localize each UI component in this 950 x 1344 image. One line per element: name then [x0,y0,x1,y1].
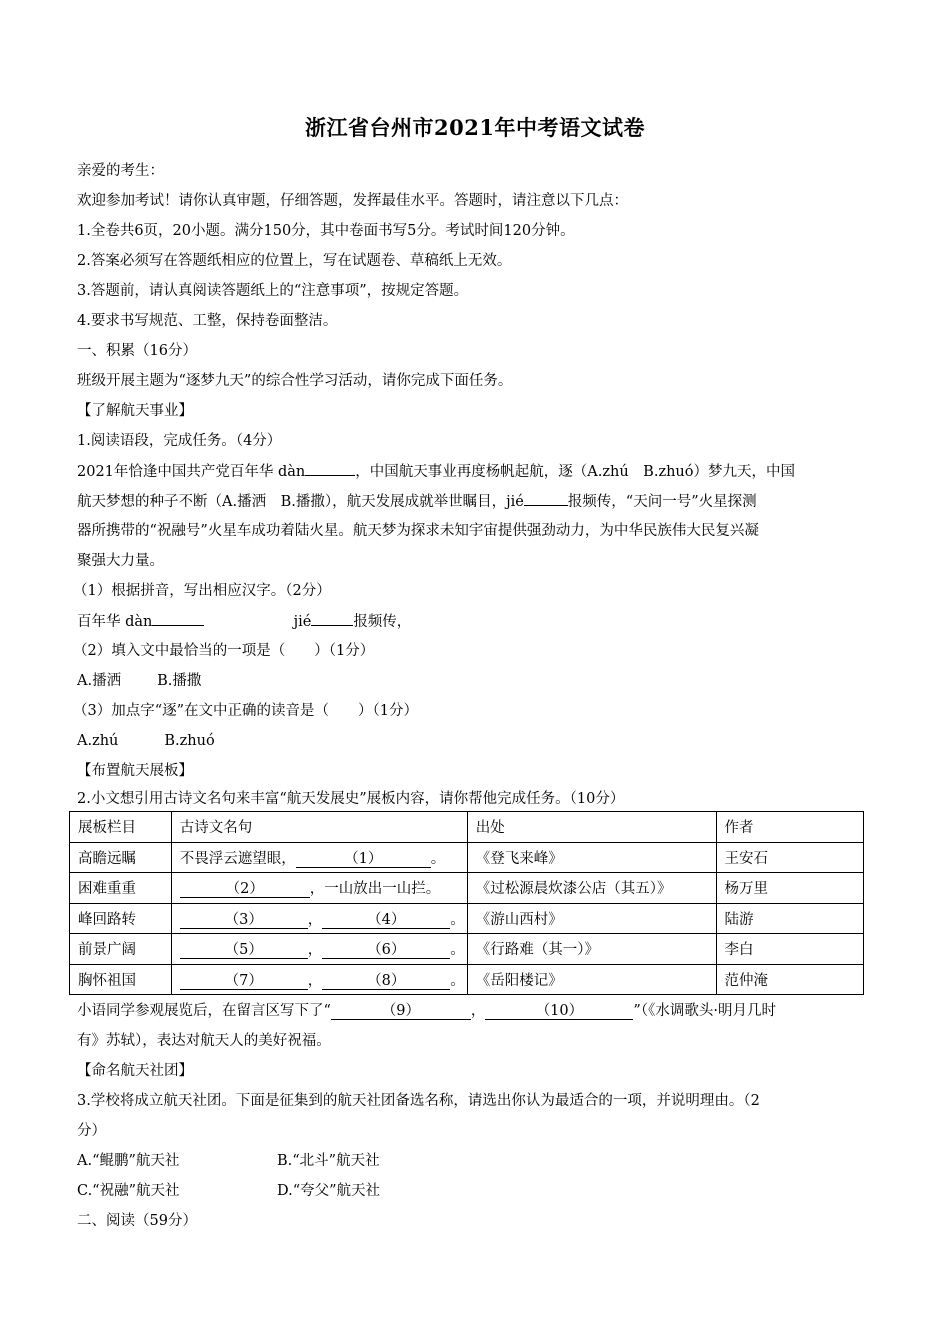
fill-blank-1[interactable]: （1） [296,851,431,868]
passage-text: 报频传，“天问一号”火星探测 [567,494,757,510]
poem-text: ，一山放出一山拦。 [309,881,441,898]
sub1-blank-jie[interactable] [311,611,353,626]
poem-punct: 。 [450,942,465,959]
q3-stem: 3.学校将成立航天社团。下面是征集到的航天社团备选名称，请选出你认为最适合的一项，并说明理由。（2 [77,1093,760,1109]
author-cell: 李白 [716,934,863,965]
q1-passage-line-2 [77,491,757,512]
column-name: 高瞻远瞩 [70,842,172,873]
column-name: 峰回路转 [70,903,172,934]
section1-lead: 班级开展主题为“逐梦九天”的综合性学习活动，请你完成下面任务。 [77,373,513,389]
table-row [70,873,864,904]
note-4: 4.要求书写规范、工整，保持卷面整洁。 [77,313,338,329]
table-row [70,934,864,965]
fill-blank-8[interactable]: （8） [322,973,450,990]
q1-stem: 1.阅读语段，完成任务。（4分） [77,433,282,449]
poem-cell [171,934,467,965]
poem-cell [171,873,467,904]
sub1-label-jie: jié [293,614,312,630]
fill-blank-4[interactable]: （4） [322,912,450,929]
author-cell: 杨万里 [716,873,863,904]
header-cell: 出处 [467,812,716,843]
poem-punct: 。 [430,850,446,867]
poem-cell [171,903,467,934]
table-row [70,903,864,934]
table-row [70,964,864,995]
poem-punct: 。 [450,972,465,989]
q1-passage-line-4: 聚强大力量。 [77,553,164,569]
passage-text: 航天梦想的种子不断（A.播洒 B.播撒），航天发展成就举世瞩目，jié [77,494,524,510]
source-cell: 《岳阳楼记》 [467,964,716,995]
q2-after-line-1 [77,1001,776,1021]
section1-heading: 一、积累（16分） [77,343,197,359]
page-title: 浙江省台州市2021年中考语文试卷 [305,115,645,140]
poem-punct: ， [307,911,323,928]
q1-passage-line-3: 器所携带的“祝融号”火星车成功着陆火星。航天梦为探求未知宇宙提供强劲动力，为中华民族伟大民复兴凝 [77,523,759,539]
q1-sub3: （3）加点字“逐”在文中正确的读音是（ ）（1分） [73,703,419,719]
part2-title: 【布置航天展板】 [77,763,193,779]
q1-sub2: （2）填入文中最恰当的一项是（ ）（1分） [73,643,375,659]
greeting: 亲爱的考生： [77,163,164,179]
fill-blank-9[interactable]: （9） [331,1003,471,1020]
passage-text: 2021年恰逢中国共产党百年华 dàn [77,464,306,480]
q3-options-row-2 [77,1181,380,1201]
q1-sub3-options [77,731,215,751]
table-row [70,842,864,873]
poem-cell [171,964,467,995]
q2-stem: 2.小文想引用古诗文名句来丰富“航天发展史”展板内容，请你帮他完成任务。（10分） [77,791,625,807]
welcome-text: 欢迎参加考试！请你认真审题，仔细答题，发挥最佳水平。答题时，请注意以下几点： [77,193,628,209]
poem-text: 不畏浮云遮望眼， [179,850,296,867]
author-cell: 陆游 [716,903,863,934]
option-b[interactable]: B.zhuó [164,733,215,749]
q3-options-row-1 [77,1151,380,1171]
q1-passage-line-1 [77,461,795,482]
sub1-blank-dan[interactable] [152,611,204,626]
option-a[interactable]: A.“鲲鹏”航天社 [77,1153,180,1169]
option-b[interactable]: B.播撒 [157,673,202,689]
fill-blank-2[interactable]: （2） [180,881,310,898]
q3-stem-cont: 分） [77,1123,106,1139]
source-cell: 《登飞来峰》 [467,842,716,873]
q1-sub2-options [77,671,201,691]
author-cell: 范仲淹 [716,964,863,995]
fill-blank-5[interactable]: （5） [180,942,308,959]
q2-after-text: 小语同学参观展览后，在留言区写下了“ [77,1003,331,1019]
note-1: 1.全卷共6页，20小题。满分150分，其中卷面书写5分。考试时间120分钟。 [77,223,575,239]
header-cell: 展板栏目 [70,812,172,843]
note-3: 3.答题前，请认真阅读答题纸上的“注意事项”，按规定答题。 [77,283,469,299]
fill-blank-3[interactable]: （3） [180,912,308,929]
fill-blank-7[interactable]: （7） [180,973,308,990]
poem-cell [171,842,467,873]
option-b[interactable]: B.“北斗”航天社 [277,1153,380,1169]
column-name: 困难重重 [70,873,172,904]
answer-blank-jie[interactable] [524,491,568,506]
q2-after-line-2: 有》苏轼），表达对航天人的美好祝福。 [77,1033,331,1049]
author-cell: 王安石 [716,842,863,873]
header-cell: 古诗文名句 [171,812,467,843]
poetry-table [69,811,864,995]
q2-after-text: ”（《水调歌头·明月几时 [633,1003,776,1019]
q2-after-punct: ， [470,1003,486,1019]
option-a[interactable]: A.播洒 [77,673,122,689]
passage-text: ，中国航天事业再度杨帆起航，逐（A.zhú B.zhuó）梦九天，中国 [355,464,795,480]
poem-punct: 。 [450,911,465,928]
option-a[interactable]: A.zhú [77,733,119,749]
part1-title: 【了解航天事业】 [77,403,193,419]
table-header-row [70,812,864,843]
section2-heading: 二、阅读（59分） [77,1213,197,1229]
column-name: 胸怀祖国 [70,964,172,995]
source-cell: 《游山西村》 [467,903,716,934]
sub1-label-dan: 百年华 dàn [77,614,153,630]
option-c[interactable]: C.“祝融”航天社 [77,1183,180,1199]
part3-title: 【命名航天社团】 [77,1063,193,1079]
option-d[interactable]: D.“夸父”航天社 [277,1183,381,1199]
source-cell: 《行路难（其一）》 [467,934,716,965]
q1-sub1: （1）根据拼音，写出相应汉字。（2分） [73,583,331,599]
poem-punct: ， [307,972,323,989]
note-2: 2.答案必须写在答题纸相应的位置上，写在试题卷、草稿纸上无效。 [77,253,512,269]
answer-blank-dan[interactable] [305,461,355,476]
poem-punct: ， [307,942,323,959]
source-cell: 《过松源晨炊漆公店（其五）》 [467,873,716,904]
fill-blank-10[interactable]: （10） [485,1003,633,1020]
fill-blank-6[interactable]: （6） [322,942,450,959]
sub1-label-end: 报频传， [353,614,412,630]
column-name: 前景广阔 [70,934,172,965]
q1-sub1-answers [77,611,411,632]
header-cell: 作者 [716,812,863,843]
